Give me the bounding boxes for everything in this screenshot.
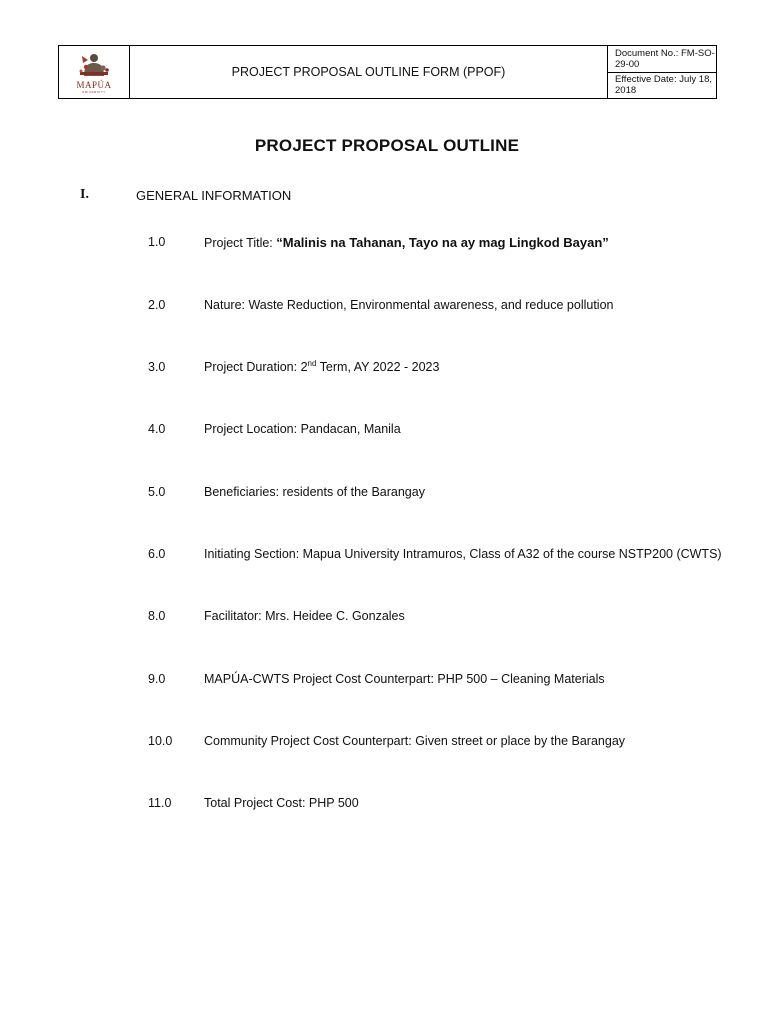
item-number: 3.0 bbox=[148, 360, 166, 374]
item-text: Total Project Cost: PHP 500 bbox=[204, 796, 359, 810]
item-number: 1.0 bbox=[148, 235, 166, 249]
section-number: I. bbox=[80, 187, 89, 202]
duration-ordinal-suffix: nd bbox=[307, 358, 317, 368]
logo-wordmark: MAPÚA bbox=[76, 80, 112, 90]
item-number: 2.0 bbox=[148, 298, 166, 312]
project-title-value: “Malinis na Tahanan, Tayo na ay mag Lingkod Bayan” bbox=[276, 235, 609, 250]
item-text: Facilitator: Mrs. Heidee C. Gonzales bbox=[204, 609, 405, 623]
item-number: 6.0 bbox=[148, 547, 166, 561]
item-number: 8.0 bbox=[148, 609, 166, 623]
item-number: 9.0 bbox=[148, 672, 166, 686]
page-title: PROJECT PROPOSAL OUTLINE bbox=[254, 136, 520, 155]
item-text: Project Location: Pandacan, Manila bbox=[204, 422, 401, 436]
form-title: PROJECT PROPOSAL OUTLINE FORM (PPOF) bbox=[130, 46, 608, 98]
document-meta bbox=[608, 46, 716, 98]
item-text: Community Project Cost Counterpart: Given street or place by the Barangay bbox=[204, 734, 626, 748]
section-title: GENERAL INFORMATION bbox=[136, 188, 292, 203]
effective-date: Effective Date: July 18, 2018 bbox=[615, 74, 712, 97]
mapua-logo-icon bbox=[74, 50, 114, 80]
duration-text-pre: Project Duration: 2 bbox=[204, 360, 308, 374]
document-header-table bbox=[58, 45, 717, 99]
item-number: 5.0 bbox=[148, 485, 166, 499]
item-number: 11.0 bbox=[148, 796, 172, 810]
item-text: MAPÚA-CWTS Project Cost Counterpart: PHP 500 – Cleaning Materials bbox=[204, 672, 605, 686]
item-text bbox=[204, 235, 609, 250]
duration-text-post: Term, AY 2022 - 2023 bbox=[316, 360, 440, 374]
document-number: Document No.: FM-SO-29-00 bbox=[608, 46, 716, 73]
item-number: 4.0 bbox=[148, 422, 166, 436]
item-label: Project Title: bbox=[204, 236, 277, 250]
logo-cell bbox=[59, 46, 130, 98]
item-text bbox=[204, 360, 439, 374]
item-text: Beneficiaries: residents of the Barangay bbox=[204, 485, 425, 499]
item-text: Nature: Waste Reduction, Environmental awareness, and reduce pollution bbox=[204, 298, 614, 312]
logo-subtext: UNIVERSITY bbox=[81, 90, 106, 94]
item-text: Initiating Section: Mapua University Intramuros, Class of A32 of the course NSTP200 (CWTS) bbox=[204, 547, 722, 561]
item-number: 10.0 bbox=[148, 734, 173, 748]
